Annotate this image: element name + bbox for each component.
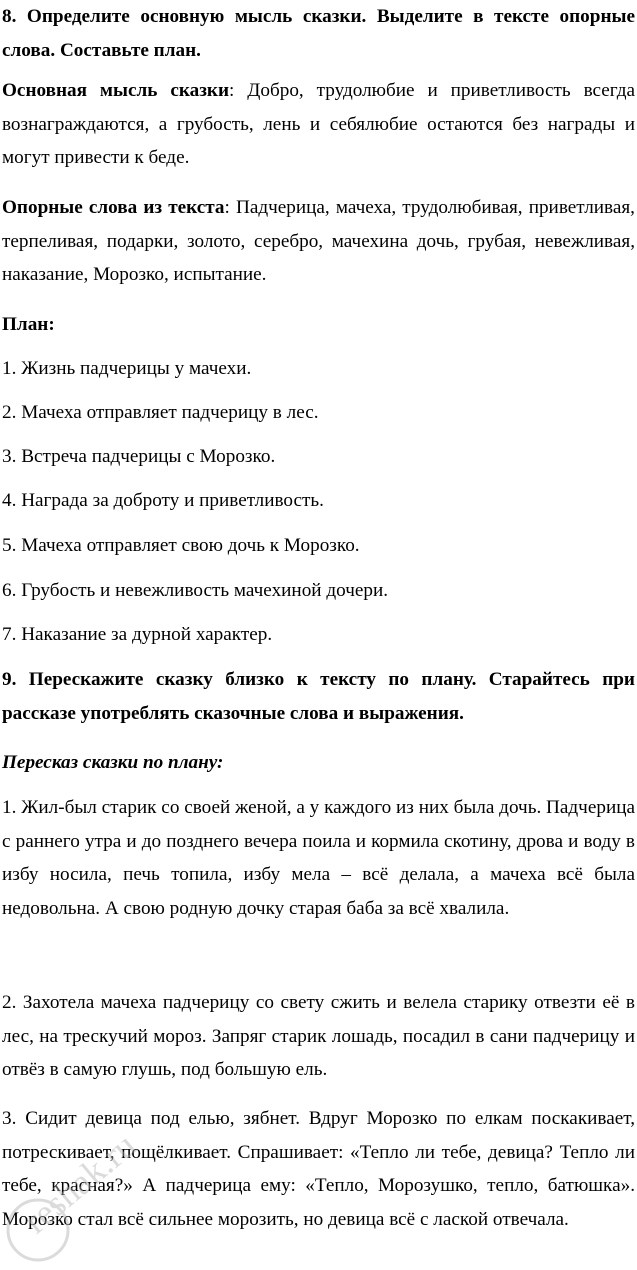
retelling-paragraph-3: 3. Сидит девица под елью, зябнет. Вдруг Морозко по елкам поскакивает, потрескивает, пощёлкивает. Спрашивает: «Тепло ли тебе, девица? Тепло ли тебе, красная?» А падчерица ему: «Тепло, Морозушко, тепло, батюшка». Морозко стал всё сильнее морозить, но девица всё с лаской отвечала. [2, 1108, 635, 1230]
keywords-label: Опорные слова из текста [2, 197, 225, 218]
keywords-paragraph [2, 191, 635, 292]
plan-item: 3. Встреча падчерицы с Морозко. [2, 446, 276, 467]
plan-item: 5. Мачеха отправляет свою дочь к Морозко. [2, 535, 360, 556]
task-9-heading: 9. Перескажите сказку близко к тексту по плану. Старайтесь при рассказе употреблять сказочные слова и выражения. [2, 669, 635, 724]
plan-item: 6. Грубость и невежливость мачехиной дочери. [2, 580, 389, 601]
plan-item: 7. Наказание за дурной характер. [2, 624, 273, 645]
main-idea-text: : Добро, трудолюбие и приветливость всегда вознаграждаются, а грубость, лень и себялюбие остаются без награды и могут привести к беде. [2, 80, 635, 168]
watermark-text: reshak.ru [15, 1125, 144, 1242]
keywords-text: : Падчерица, мачеха, трудолюбивая, приветливая, терпеливая, подарки, золото, серебро, мачехина дочь, грубая, невежливая, наказание, Морозко, испытание. [2, 197, 635, 285]
retelling-heading: Пересказ сказки по плану: [2, 752, 224, 773]
task-8-title: Определите основную мысль сказки. Выделите в тексте опорные слова. Составьте план. [2, 6, 635, 61]
retelling-paragraph-1: 1. Жил-был старик со своей женой, а у каждого из них была дочь. Падчерица с раннего утра и до позднего вечера поила и кормила скотину, дрова и воду в избу носила, печь топила, избу мела – всё делала, а мачеха всё была недовольна. А свою родную дочку старая баба за всё хвалила. [2, 797, 635, 919]
plan-heading: План: [2, 314, 55, 335]
retelling-paragraph-2: 2. Захотела мачеха падчерицу со свету сжить и велела старику отвезти её в лес, на трескучий мороз. Запряг старик лошадь, посадил в сани падчерицу и отвёз в самую глушь, под большую ель. [2, 992, 635, 1080]
task-8-number: 8. [2, 6, 17, 27]
plan-item: 4. Награда за доброту и приветливость. [2, 490, 324, 511]
plan-item: 2. Мачеха отправляет падчерицу в лес. [2, 402, 319, 423]
main-idea-paragraph [2, 74, 635, 175]
plan-item: 1. Жизнь падчерицы у мачехи. [2, 358, 252, 379]
task-8-heading [2, 0, 635, 67]
main-idea-label: Основная мысль сказки [2, 80, 230, 101]
